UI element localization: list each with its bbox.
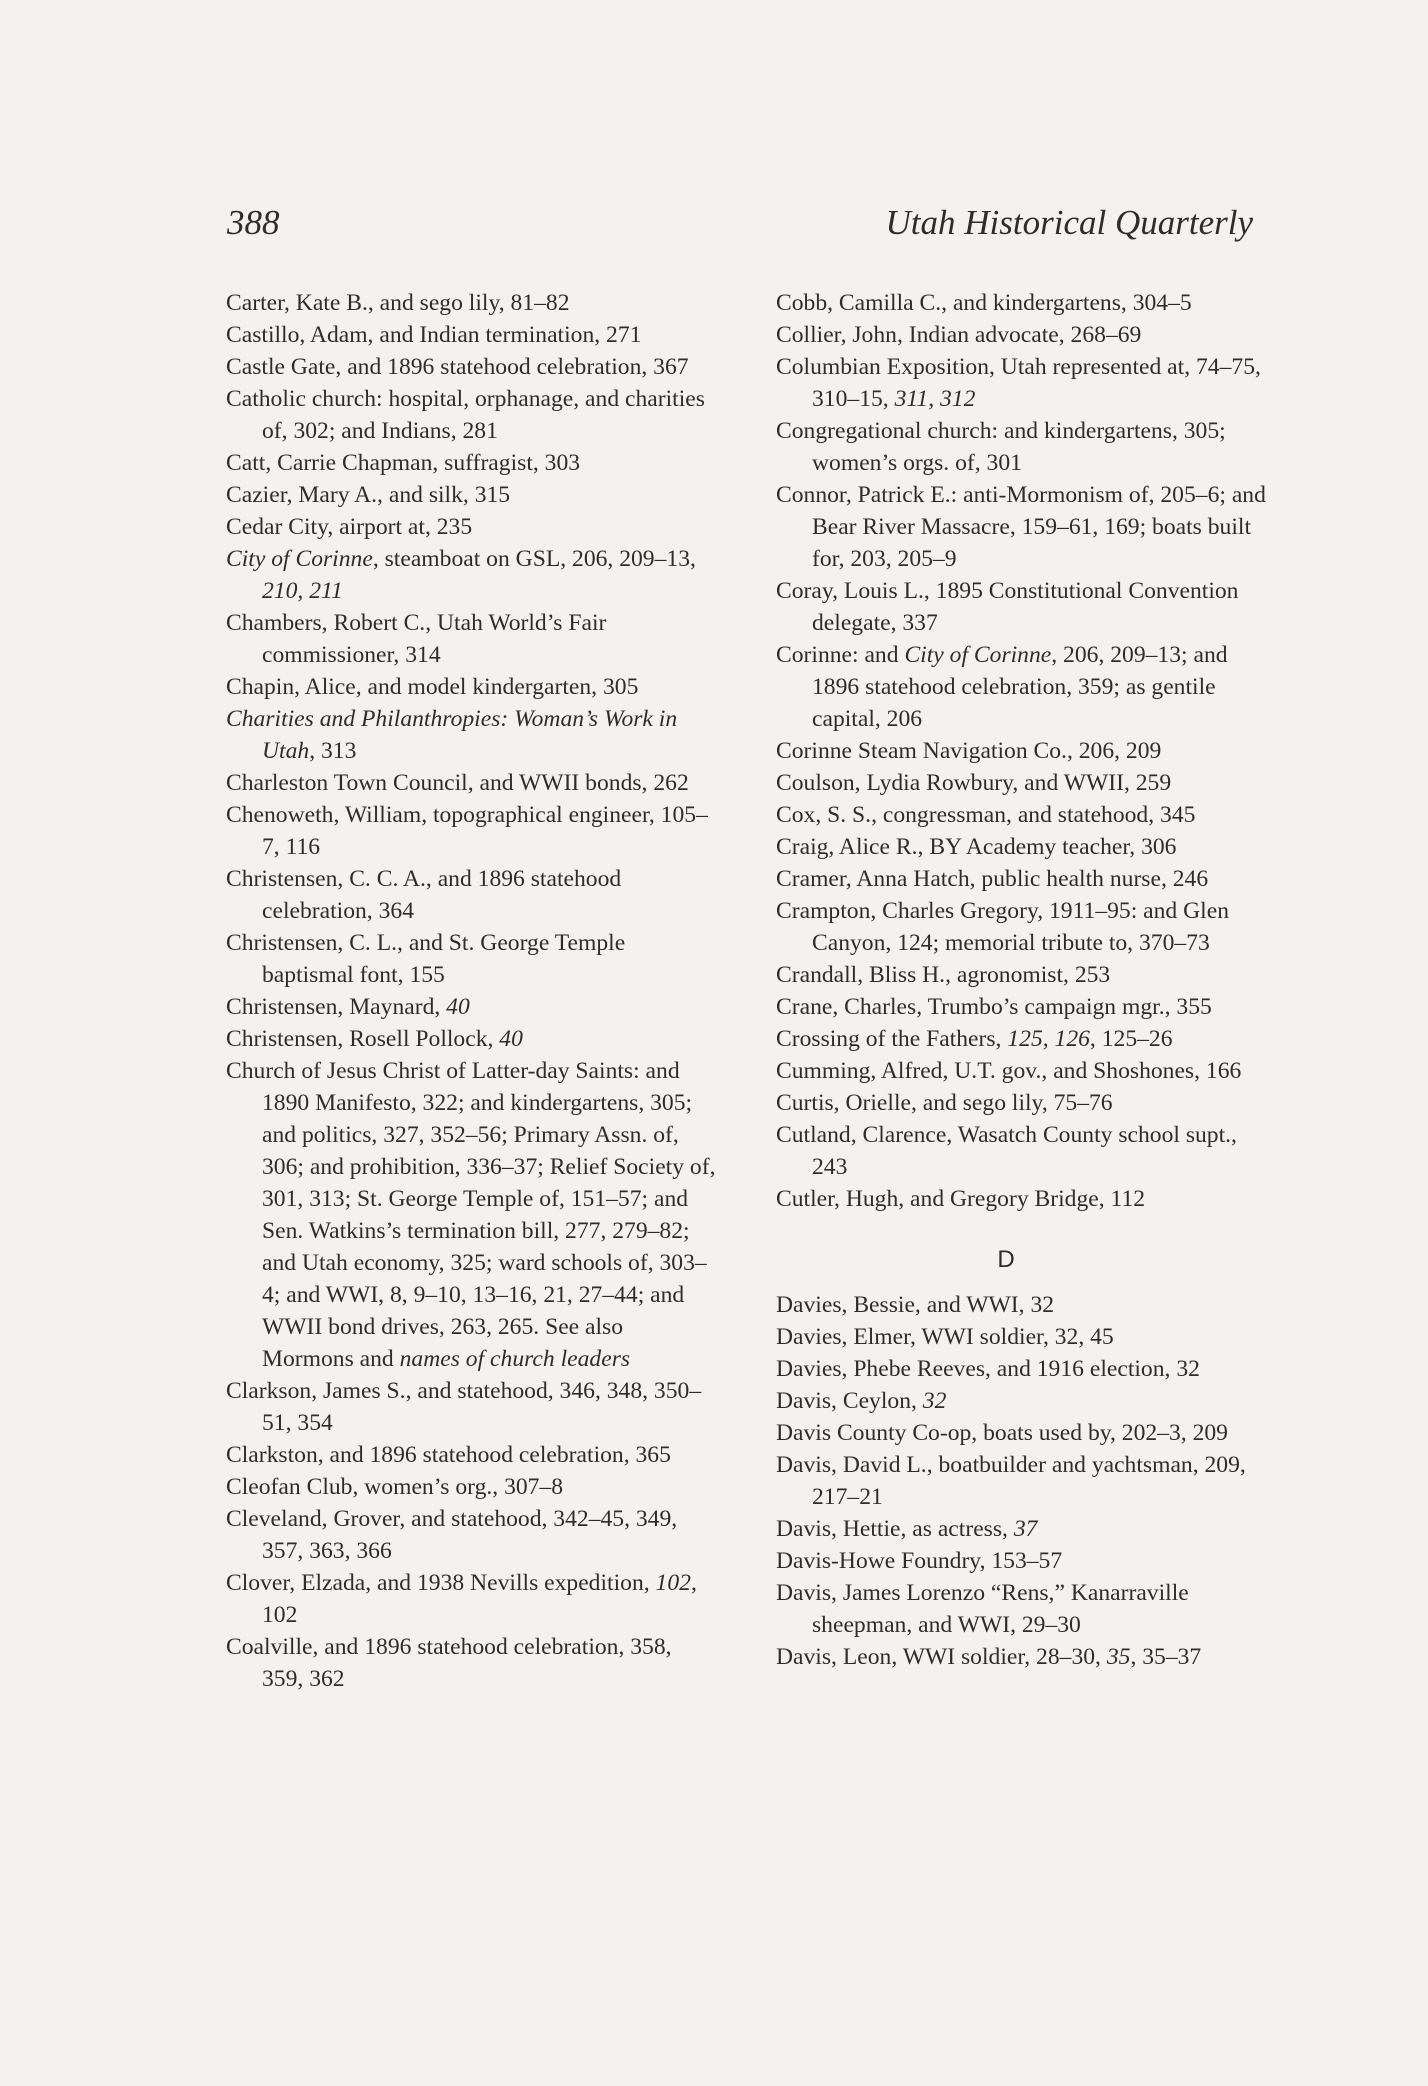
index-entry-text: Davis, Hettie, as actress, [776, 1516, 1014, 1542]
index-entry [776, 1023, 1266, 1055]
index-entry-text: Coray, Louis L., 1895 Constitutional Convention delegate, 337 [776, 578, 1239, 636]
index-entry-text: Crandall, Bliss H., agronomist, 253 [776, 962, 1111, 988]
index-entry [226, 671, 716, 703]
index-entry-text: Church of Jesus Christ of Latter-day Saints: and 1890 Manifesto, 322; and kindergartens, 305; and politics, 327, 352–56; Primary Assn. of, 306; and prohibition, 336–37; Relief Society of, 301, 313; St. George Temple of, 151–57; and Sen. Watkins’s termination bill, 277, 279–82; and Utah economy, 325; ward schools of, 303–4; and WWI, 8, 9–10, 13–16, 21, 27–44; and WWII bond drives, 263, 265. See also Mormons and [226, 1058, 716, 1372]
index-entry [776, 1183, 1266, 1215]
index-entry-text: Davies, Phebe Reeves, and 1916 election, 32 [776, 1356, 1200, 1382]
index-entry-text: Davies, Bessie, and WWI, 32 [776, 1292, 1055, 1318]
index-entry [776, 1321, 1266, 1353]
index-entry-text: Davis-Howe Foundry, 153–57 [776, 1548, 1063, 1574]
index-entry-text: Cazier, Mary A., and silk, 315 [226, 482, 511, 508]
index-entry-text: Cobb, Camilla C., and kindergartens, 304–5 [776, 290, 1192, 316]
section-letter-heading: D [997, 1246, 1015, 1273]
index-entry [776, 991, 1266, 1023]
index-entry-text: Chenoweth, William, topographical engineer, 105–7, 116 [226, 802, 708, 860]
index-entry-text: Clover, Elzada, and 1938 Nevills expedition, [226, 1570, 656, 1596]
index-entry-italic-text: City of Corinne [226, 546, 373, 572]
index-entry [226, 991, 716, 1023]
index-entry-text: Cleveland, Grover, and statehood, 342–45, 349, 357, 363, 366 [226, 1506, 678, 1564]
index-entry [776, 895, 1266, 959]
index-entry [776, 831, 1266, 863]
index-entry [776, 1449, 1266, 1513]
index-entry [776, 863, 1266, 895]
index-entry [776, 287, 1266, 319]
index-entry-text: Davis, Ceylon, [776, 1388, 923, 1414]
index-entry [776, 319, 1266, 351]
index-entry-text: Cox, S. S., congressman, and statehood, 345 [776, 802, 1196, 828]
index-entry [226, 703, 716, 767]
running-head: Utah Historical Quarterly [885, 203, 1253, 242]
index-entry [226, 767, 716, 799]
index-entry [226, 543, 716, 607]
index-entry-text: , 35–37 [1130, 1644, 1202, 1670]
index-entry-italic-text: 125, 126 [1007, 1026, 1090, 1052]
index-entry-text: , 206, 209–13; and 1896 statehood celebration, 359; as gentile capital, 206 [812, 642, 1228, 732]
index-entry [776, 1055, 1266, 1087]
index-entry [776, 1513, 1266, 1545]
index-entry-text: Christensen, Maynard, [226, 994, 447, 1020]
index-entry-text: Christensen, Rosell Pollock, [226, 1026, 500, 1052]
index-entry-text: Christensen, C. L., and St. George Temple baptismal font, 155 [226, 930, 626, 988]
index-entry [226, 351, 716, 383]
index-entry-text: Coulson, Lydia Rowbury, and WWII, 259 [776, 770, 1172, 796]
index-entry-text: Corinne: and [776, 642, 905, 668]
index-entry [776, 575, 1266, 639]
index-entry [776, 1545, 1266, 1577]
index-entry-text: Cutler, Hugh, and Gregory Bridge, 112 [776, 1186, 1146, 1212]
index-entry-italic-text: 32 [922, 1388, 947, 1414]
index-entry [226, 927, 716, 991]
index-entry-text: , 102 [262, 1570, 697, 1628]
index-entry-text: Davis County Co-op, boats used by, 202–3, 209 [776, 1420, 1228, 1446]
index-entry [226, 863, 716, 927]
index-entry [776, 1087, 1266, 1119]
index-entry [776, 735, 1266, 767]
index-entry [226, 1503, 716, 1567]
index-entry-text: Clarkston, and 1896 statehood celebration, 365 [226, 1442, 671, 1468]
index-entry-text: Coalville, and 1896 statehood celebration, 358, 359, 362 [226, 1634, 672, 1692]
index-column-left [226, 287, 716, 1695]
index-entry-italic-text: 311, 312 [894, 386, 976, 412]
index-entry-text: Charleston Town Council, and WWII bonds, 262 [226, 770, 689, 796]
index-entry [776, 1119, 1266, 1183]
index-entry [776, 415, 1266, 479]
index-entry-italic-text: names of church leaders [399, 1346, 631, 1372]
index-entry-italic-text: 35 [1106, 1644, 1131, 1670]
index-entry [776, 1417, 1266, 1449]
index-entry [226, 1471, 716, 1503]
index-column-right [776, 287, 1266, 1673]
index-entry-text: , 125–26 [1089, 1026, 1173, 1052]
index-entry [776, 959, 1266, 991]
index-entry-text: Crane, Charles, Trumbo’s campaign mgr., 355 [776, 994, 1212, 1020]
index-entry [226, 1439, 716, 1471]
index-entry-text: Corinne Steam Navigation Co., 206, 209 [776, 738, 1162, 764]
index-entry-text: , 313 [309, 738, 357, 764]
index-entry [776, 1577, 1266, 1641]
index-entry-italic-text: City of Corinne [904, 642, 1052, 668]
index-entry-text: Congregational church: and kindergartens, 305; women’s orgs. of, 301 [776, 418, 1226, 476]
index-entry-text: Davis, James Lorenzo “Rens,” Kanarraville sheepman, and WWI, 29–30 [776, 1580, 1189, 1638]
index-entry-text: Curtis, Orielle, and sego lily, 75–76 [776, 1090, 1113, 1116]
index-entry [776, 351, 1266, 415]
index-entry [226, 607, 716, 671]
index-entry-italic-text: 210, 211 [262, 578, 343, 604]
index-entry [226, 1631, 716, 1695]
index-entry [226, 1567, 716, 1631]
index-entry [776, 639, 1266, 735]
index-entry [226, 319, 716, 351]
index-entry-text: Collier, John, Indian advocate, 268–69 [776, 322, 1142, 348]
index-entry [776, 1641, 1266, 1673]
index-entry [226, 1023, 716, 1055]
index-entry [226, 1055, 716, 1375]
index-entry [226, 479, 716, 511]
index-entry-text: Catt, Carrie Chapman, suffragist, 303 [226, 450, 581, 476]
index-entry-text: Cumming, Alfred, U.T. gov., and Shoshones, 166 [776, 1058, 1242, 1084]
index-entry-text: , steamboat on GSL, 206, 209–13, [372, 546, 696, 572]
page-number: 388 [227, 203, 280, 242]
index-entry [776, 799, 1266, 831]
index-entry-italic-text: Charities and Philanthropies: Woman’s Work in Utah [226, 706, 678, 764]
index-entry-italic-text: 40 [499, 1026, 523, 1052]
index-entry-italic-text: 40 [446, 994, 470, 1020]
index-entry-text: Davis, Leon, WWI soldier, 28–30, [776, 1644, 1107, 1670]
index-entry-text: Christensen, C. C. A., and 1896 statehood celebration, 364 [226, 866, 622, 924]
index-entry-italic-text: 37 [1013, 1516, 1038, 1542]
index-entry-text: Cleofan Club, women’s org., 307–8 [226, 1474, 564, 1500]
index-entry [776, 1289, 1266, 1321]
index-entry-text: Catholic church: hospital, orphanage, and charities of, 302; and Indians, 281 [226, 386, 705, 444]
index-entry-text: Chambers, Robert C., Utah World’s Fair commissioner, 314 [226, 610, 607, 668]
index-entry-italic-text: 102 [655, 1570, 691, 1596]
index-entry-text: Davis, David L., boatbuilder and yachtsman, 209, 217–21 [776, 1452, 1246, 1510]
index-entry [226, 287, 716, 319]
index-entry-text: Castillo, Adam, and Indian termination, 271 [226, 322, 642, 348]
index-entry-text: Columbian Exposition, Utah represented at, 74–75, 310–15, [776, 354, 1261, 412]
index-entry-text: Castle Gate, and 1896 statehood celebration, 367 [226, 354, 689, 380]
index-entry-text: Crossing of the Fathers, [776, 1026, 1008, 1052]
index-entry-text: Clarkson, James S., and statehood, 346, 348, 350–51, 354 [226, 1378, 702, 1436]
index-entry [776, 1385, 1266, 1417]
index-entry [226, 799, 716, 863]
index-entry-text: Cutland, Clarence, Wasatch County school supt., 243 [776, 1122, 1237, 1180]
index-entry [226, 1375, 716, 1439]
index-entry [776, 767, 1266, 799]
index-entry [776, 479, 1266, 575]
index-entry-text: Chapin, Alice, and model kindergarten, 305 [226, 674, 639, 700]
index-entry [226, 383, 716, 447]
index-entry [226, 447, 716, 479]
index-entry [226, 511, 716, 543]
index-entry-text: Cramer, Anna Hatch, public health nurse, 246 [776, 866, 1209, 892]
index-entry-text: Carter, Kate B., and sego lily, 81–82 [226, 290, 570, 316]
index-entry-text: Craig, Alice R., BY Academy teacher, 306 [776, 834, 1177, 860]
index-entry-text: Crampton, Charles Gregory, 1911–95: and Glen Canyon, 124; memorial tribute to, 370–73 [776, 898, 1229, 956]
index-entry-text: Connor, Patrick E.: anti-Mormonism of, 205–6; and Bear River Massacre, 159–61, 169; boats built for, 203, 205–9 [776, 482, 1266, 572]
index-entry-text: Davies, Elmer, WWI soldier, 32, 45 [776, 1324, 1114, 1350]
index-entry [776, 1353, 1266, 1385]
index-entry-text: Cedar City, airport at, 235 [226, 514, 473, 540]
